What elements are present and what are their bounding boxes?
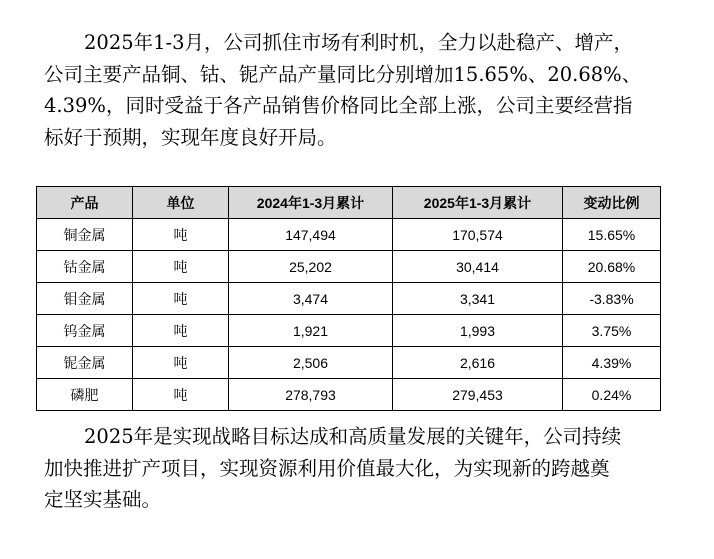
closing-line: 定坚实基础。 bbox=[44, 488, 162, 511]
cell-2025: 1,993 bbox=[393, 315, 563, 347]
cell-product: 铜金属 bbox=[37, 219, 133, 251]
intro-line: 标好于预期，实现年度良好开局。 bbox=[44, 125, 337, 149]
cell-2024: 1,921 bbox=[229, 315, 393, 347]
intro-paragraph bbox=[44, 27, 664, 153]
header-change: 变动比例 bbox=[563, 187, 661, 219]
cell-2025: 2,616 bbox=[393, 347, 563, 379]
cell-2024: 147,494 bbox=[229, 219, 393, 251]
cell-change: 0.24% bbox=[563, 379, 661, 411]
closing-line: 加快推进扩产项目，实现资源利用价值最大化，为实现新的跨越奠 bbox=[44, 456, 610, 480]
cell-product: 铌金属 bbox=[37, 347, 133, 379]
cell-product: 钴金属 bbox=[37, 251, 133, 283]
table-row bbox=[37, 315, 661, 347]
header-product: 产品 bbox=[37, 187, 133, 219]
table-row bbox=[37, 347, 661, 379]
cell-unit: 吨 bbox=[133, 219, 229, 251]
table-header-row bbox=[37, 187, 661, 219]
cell-change: 20.68% bbox=[563, 251, 661, 283]
cell-2024: 3,474 bbox=[229, 283, 393, 315]
table-row bbox=[37, 283, 661, 315]
cell-change: -3.83% bbox=[563, 283, 661, 315]
cell-product: 磷肥 bbox=[37, 379, 133, 411]
closing-paragraph bbox=[44, 421, 664, 516]
production-table bbox=[36, 186, 661, 411]
cell-unit: 吨 bbox=[133, 315, 229, 347]
table-row bbox=[37, 219, 661, 251]
table-row bbox=[37, 251, 661, 283]
cell-2025: 30,414 bbox=[393, 251, 563, 283]
header-unit: 单位 bbox=[133, 187, 229, 219]
cell-product: 钼金属 bbox=[37, 283, 133, 315]
table-row bbox=[37, 379, 661, 411]
cell-2025: 170,574 bbox=[393, 219, 563, 251]
cell-change: 4.39% bbox=[563, 347, 661, 379]
cell-2025: 3,341 bbox=[393, 283, 563, 315]
cell-unit: 吨 bbox=[133, 283, 229, 315]
cell-change: 3.75% bbox=[563, 315, 661, 347]
cell-unit: 吨 bbox=[133, 379, 229, 411]
intro-line: 公司主要产品铜、钴、铌产品产量同比分别增加15.65%、20.68%、 bbox=[44, 62, 642, 86]
intro-line: 2025年1-3月，公司抓住市场有利时机，全力以赴稳产、增产， bbox=[84, 31, 634, 54]
header-2024-q1: 2024年1-3月累计 bbox=[229, 187, 393, 219]
header-2025-q1: 2025年1-3月累计 bbox=[393, 187, 563, 219]
cell-2024: 2,506 bbox=[229, 347, 393, 379]
cell-2024: 25,202 bbox=[229, 251, 393, 283]
closing-line: 2025年是实现战略目标达成和高质量发展的关键年，公司持续 bbox=[84, 425, 622, 448]
cell-unit: 吨 bbox=[133, 251, 229, 283]
cell-2024: 278,793 bbox=[229, 379, 393, 411]
cell-2025: 279,453 bbox=[393, 379, 563, 411]
cell-product: 钨金属 bbox=[37, 315, 133, 347]
cell-change: 15.65% bbox=[563, 219, 661, 251]
cell-unit: 吨 bbox=[133, 347, 229, 379]
intro-line: 4.39%，同时受益于各产品销售价格同比全部上涨，公司主要经营指 bbox=[44, 94, 633, 117]
